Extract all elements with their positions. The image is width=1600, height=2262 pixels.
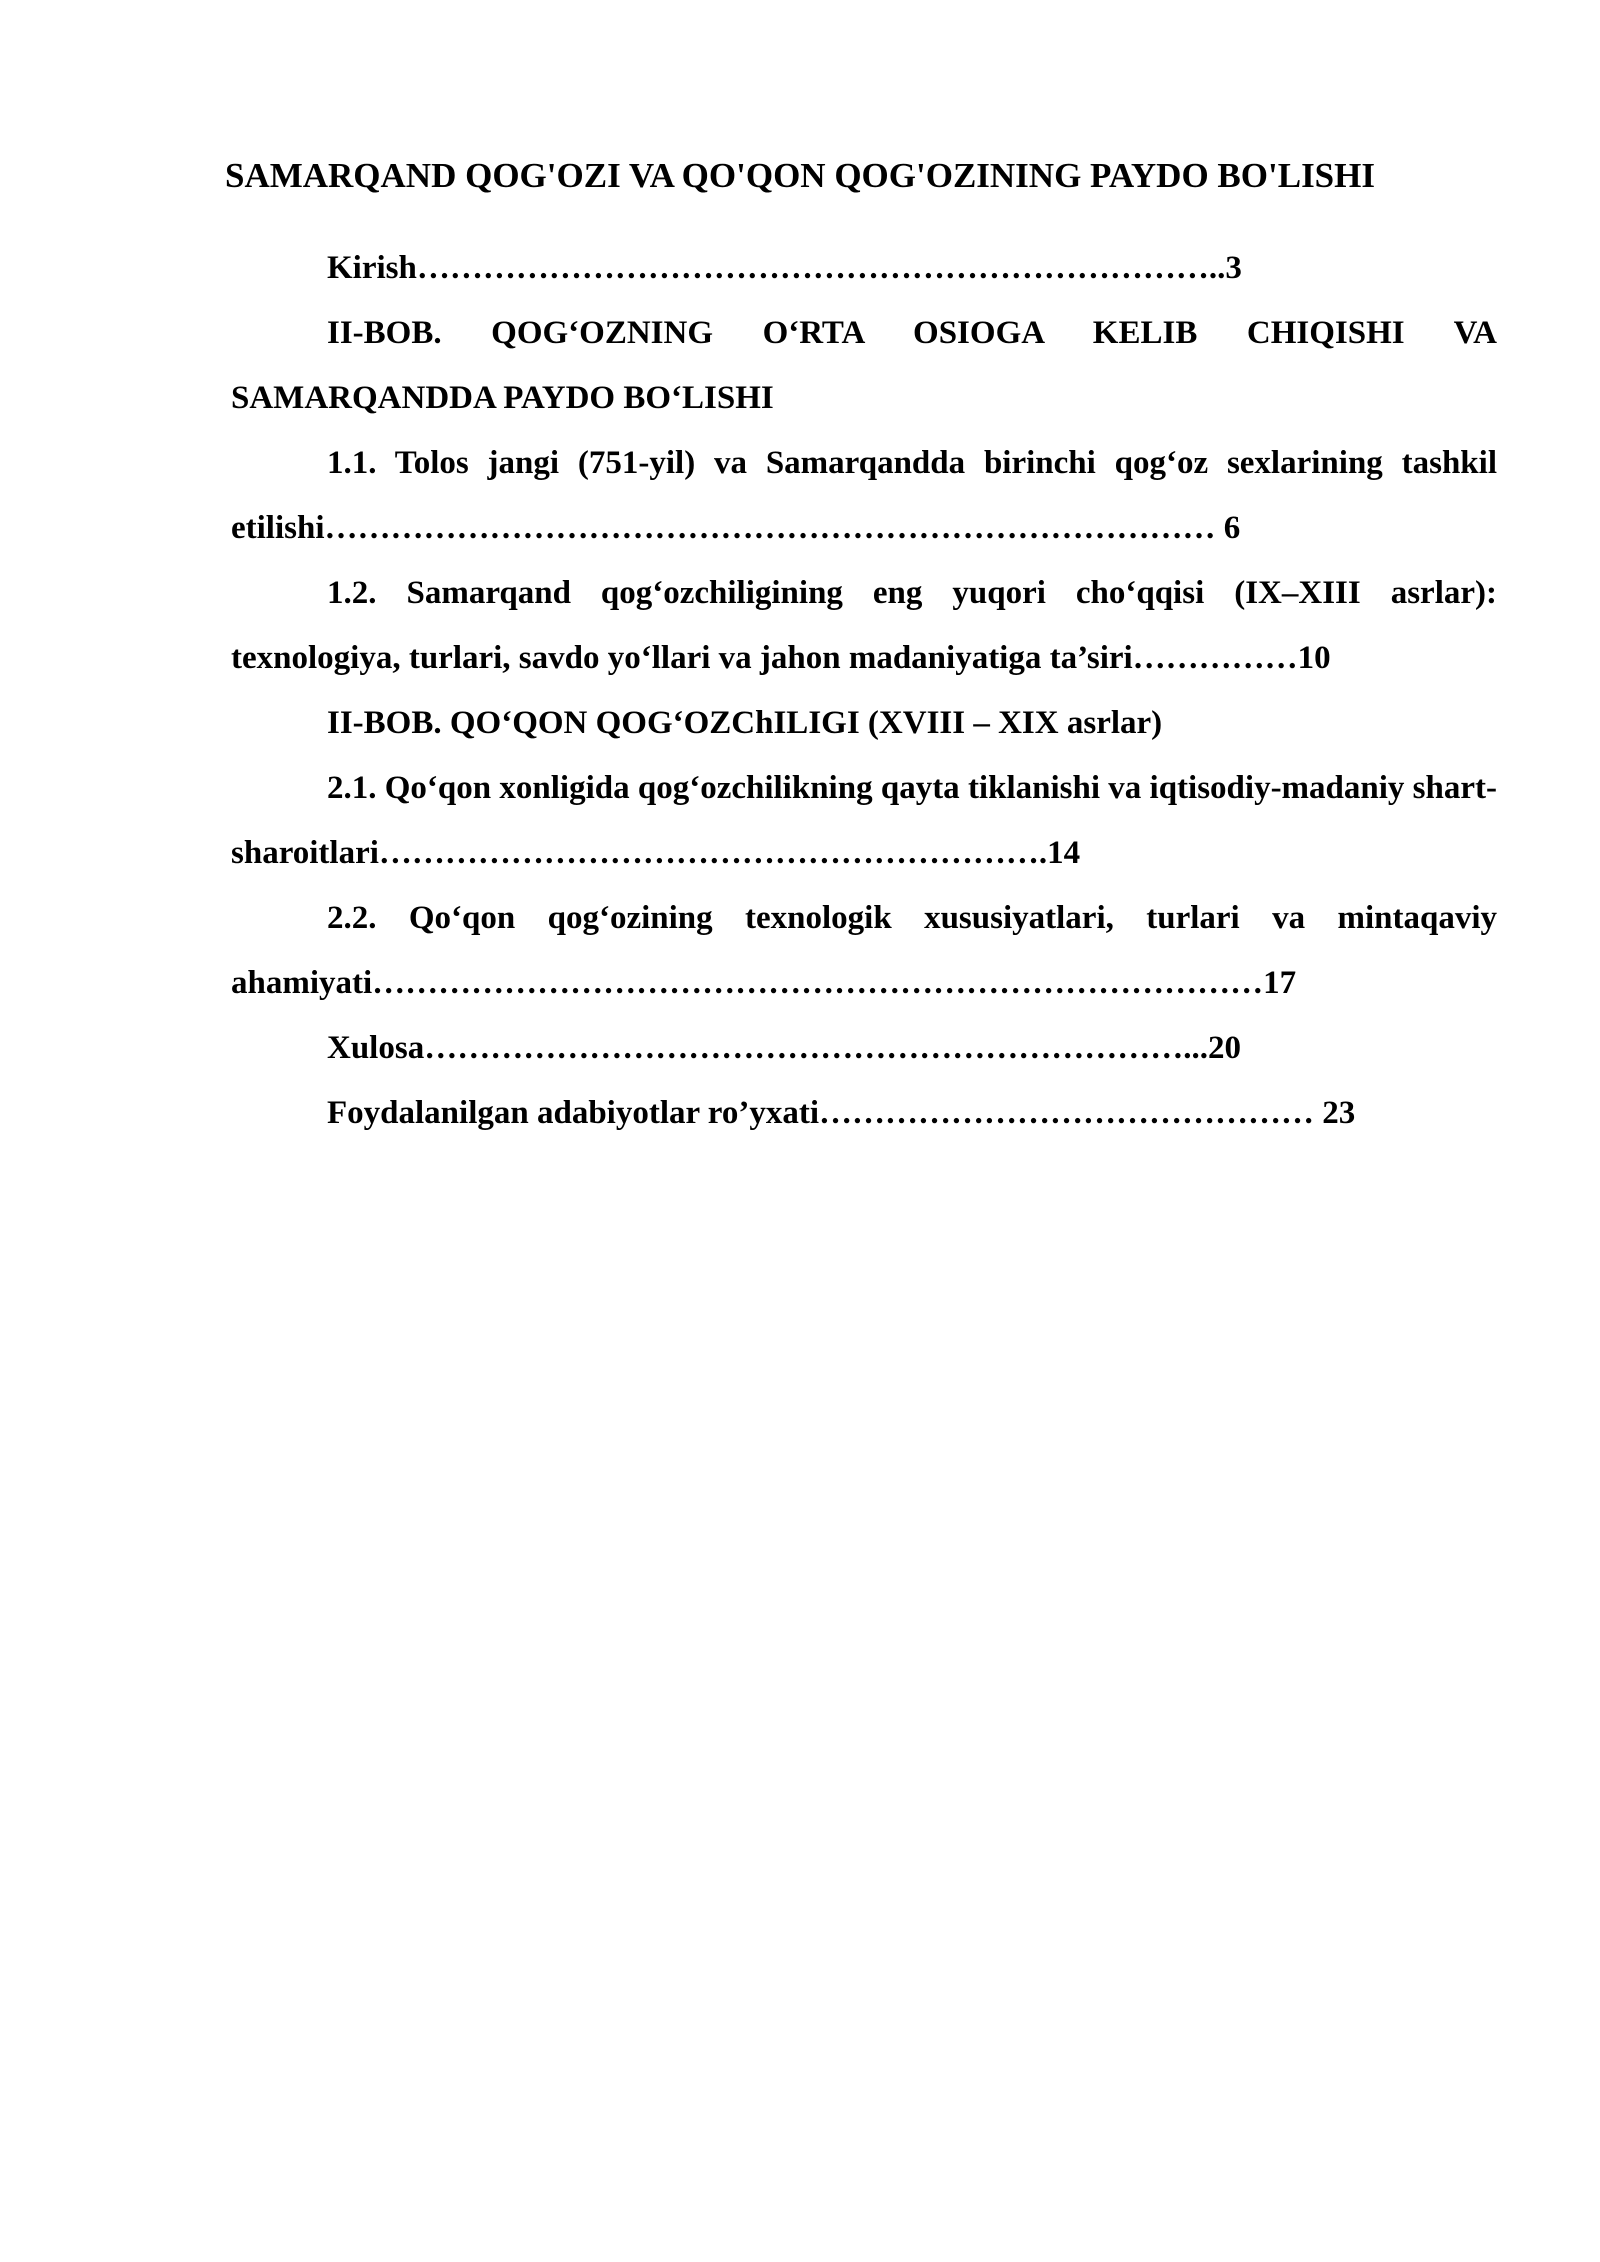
page-title: SAMARQAND QOG'OZI VA QO'QON QOG'OZINING PAYDO BO'LISHI [224,156,1375,195]
toc-entry-section-2-2[interactable]: 2.2. Qo‘qon qog‘ozining texnologik xususiyatlari, turlari va mintaqaviy ahamiyati………………………………………………………………………17 [231,900,1497,1001]
toc-entry-conclusion[interactable]: Xulosa……………………………………………………………...20 [327,1030,1241,1066]
toc-entry-bibliography[interactable]: Foydalanilgan adabiyotlar ro’yxati……………………………………… 23 [327,1095,1356,1131]
toc-entry-chapter-1[interactable]: II-BOB. QOG‘OZNING O‘RTA OSIOGA KELIB CHIQISHI VA SAMARQANDDA PAYDO BO‘LISHI [231,315,1497,416]
table-of-contents [231,236,1497,1146]
toc-entry-introduction[interactable]: Kirish………………………………………………………………..3 [327,250,1242,286]
toc-entry-section-2-1[interactable]: 2.1. Qo‘qon xonligida qog‘ozchilikning qayta tiklanishi va iqtisodiy-madaniy shart-sharoitlari…………………………………………………….14 [231,770,1497,871]
toc-entry-chapter-2[interactable]: II-BOB. QO‘QON QOG‘OZChILIGI (XVIII – XIX asrlar) [327,705,1163,741]
toc-entry-section-1-1[interactable]: 1.1. Tolos jangi (751-yil) va Samarqandda birinchi qog‘oz sexlarining tashkil etilishi……………………………………………………………………… 6 [231,445,1497,546]
toc-entry-section-1-2[interactable]: 1.2. Samarqand qog‘ozchiligining eng yuqori cho‘qqisi (IX–XIII asrlar): texnologiya, turlari, savdo yo‘llari va jahon madaniyatiga ta’siri……………10 [231,575,1497,676]
